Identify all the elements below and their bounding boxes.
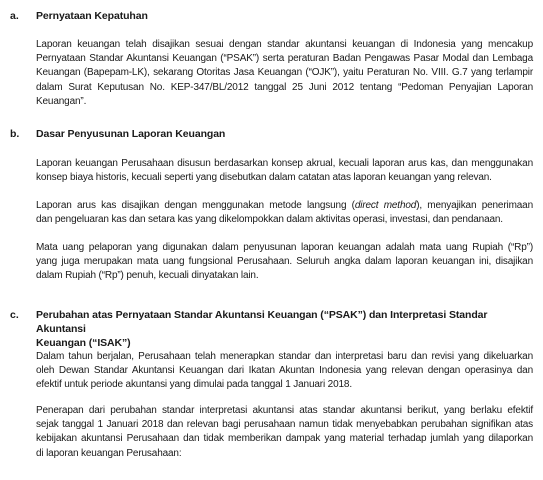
section-b-paragraph-3 xyxy=(36,241,533,284)
section-c-title-line: Keuangan (“ISAK”) xyxy=(36,337,131,349)
paragraph-line: di laporan keuangan Perusahaan: xyxy=(36,447,182,459)
paragraph-line: efektif untuk periode akuntansi yang dimulai pada tanggal 1 Januari 2018. xyxy=(36,379,352,391)
paragraph-line: Pernyataan Standar Akuntansi Keuangan (“PSAK”) serta peraturan Badan Pengawas Pasar Modal dan Lembaga xyxy=(36,53,533,65)
section-a-title: Pernyataan Kepatuhan xyxy=(36,10,148,22)
section-a-paragraph-1 xyxy=(36,38,533,109)
section-b-letter: b. xyxy=(10,128,20,140)
paragraph-line: Keuangan”. xyxy=(36,95,87,107)
section-c-letter: c. xyxy=(10,309,19,321)
paragraph-line: yang juga merupakan mata uang fungsional Perusahaan. Seluruh angka dalam laporan keuangan ini, disajikan xyxy=(36,256,533,268)
paragraph-line: oleh Dewan Standar Akuntansi Keuangan dari Ikatan Akuntan Indonesia yang relevan dengan operasinya dan xyxy=(36,365,533,377)
section-c-paragraph-2 xyxy=(36,404,533,461)
section-c-title-line: Perubahan atas Pernyataan Standar Akuntansi Keuangan (“PSAK”) dan Interpretasi Standar Akuntansi xyxy=(36,309,488,335)
paragraph-line: Mata uang pelaporan yang digunakan dalam penyusunan laporan keuangan adalah mata uang Rupiah (“Rp”) xyxy=(36,242,533,253)
section-c-title xyxy=(36,308,534,350)
section-a-letter: a. xyxy=(10,10,19,22)
paragraph-line: dalam Surat Keputusan No. KEP-347/BL/2012 tanggal 25 Juni 2012 tentang “Pedoman Penyajian Laporan xyxy=(36,81,533,93)
paragraph-line: Laporan arus kas disajikan dengan menggunakan metode langsung (direct method), menyajikan penerimaan xyxy=(36,200,534,211)
paragraph-line: Dalam tahun berjalan, Perusahaan telah menerapkan standar dan interpretasi baru dan revisi yang dikeluarkan xyxy=(36,351,533,362)
italic-term: direct method xyxy=(354,200,417,211)
paragraph-line: sejak tanggal 1 Januari 2018 dan relevan bagi perusahaan namun tidak menyebabkan perubahan signifikan atas xyxy=(36,419,533,431)
section-b-paragraph-1 xyxy=(36,157,533,185)
paragraph-line: Laporan keuangan telah disajikan sesuai dengan standar akuntansi keuangan di Indonesia yang mencakup xyxy=(36,39,533,50)
paragraph-line: Penerapan dari perubahan standar interpretasi akuntansi atas standar akuntansi berikut, yang berlaku efektif xyxy=(36,405,533,416)
paragraph-line: Laporan keuangan Perusahaan disusun berdasarkan konsep akrual, kecuali laporan arus kas, dan menggunakan xyxy=(36,158,533,169)
section-b-title: Dasar Penyusunan Laporan Keuangan xyxy=(36,128,226,140)
paragraph-line: Keuangan (Bapepam-LK), sekarang Otoritas Jasa Keuangan (“OJK”), yaitu Peraturan No. VIII. G.7 yang terlampir xyxy=(36,67,533,79)
paragraph-line: konsep biaya historis, kecuali seperti yang disebutkan dalam catatan atas laporan keuangan yang relevan. xyxy=(36,172,492,184)
paragraph-line: dan pengeluaran kas dan setara kas yang dikelompokkan dalam aktivitas operasi, investasi, dan pendanaan. xyxy=(36,214,503,226)
paragraph-line: kebijakan akuntansi Perusahaan dan tidak memberikan dampak yang material terhadap jumlah yang dilaporkan xyxy=(36,433,533,445)
paragraph-line: dalam Rupiah (“Rp”) penuh, kecuali dinyatakan lain. xyxy=(36,270,259,282)
section-c-paragraph-1 xyxy=(36,350,533,393)
section-b-paragraph-2 xyxy=(36,199,533,227)
